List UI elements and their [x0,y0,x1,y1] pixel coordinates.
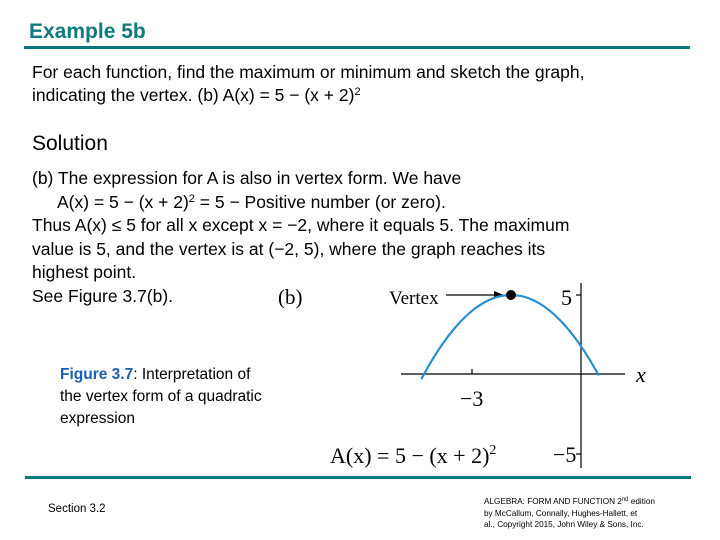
parabola-figure [270,278,646,473]
problem-exponent: 2 [354,86,361,98]
copyright-credit [484,496,699,531]
solution-line-2a: A(x) = 5 − (x + 2) [57,191,189,212]
credit-line-1 [484,496,699,508]
credit-line-3: al., Copyright 2015, John Wiley & Sons, Inc. [484,520,644,529]
credit-line-2: by McCallum, Connally, Hughes-Hallett, et [484,508,638,518]
figure-caption-label: Figure 3.7 [60,366,134,383]
solution-line-1: (b) The expression for A is also in vertex form. We have [32,168,462,188]
title-divider [24,46,690,49]
panel-label: (b) [278,285,303,309]
solution-line-3: Thus A(x) ≤ 5 for all x except x = −2, where it equals 5. The maximum [32,215,570,236]
solution-line-2b: = 5 − Positive number (or zero). [194,191,446,212]
solution-line-4: value is 5, and the vertex is at (−2, 5), where the graph reaches its [32,238,546,259]
slide-title: Example 5b [29,20,146,43]
problem-line-2 [32,84,584,107]
problem-line-2-text: indicating the vertex. (b) A(x) = 5 − (x + 2) [32,85,355,105]
solution-exponent: 2 [188,192,195,205]
vertex-label: Vertex [389,288,439,309]
vertex-point [506,290,516,300]
figure-caption [60,364,275,430]
figure-caption-text: : Interpretation of the vertex form of a quadratic expression [60,366,262,427]
problem-statement [32,61,584,107]
x-tick-label: −3 [460,386,484,411]
solution-heading: Solution [32,132,108,155]
parabola-curve [421,295,599,379]
y-tick-min-label: −5 [553,442,577,467]
credit-line-1a: ALGEBRA: FORM AND FUNCTION 2 [484,497,622,506]
section-label: Section 3.2 [48,503,106,515]
figure-equation-exponent: 2 [489,443,497,458]
problem-line-1: For each function, find the maximum or minimum and sketch the graph, [32,62,585,82]
solution-line-2 [32,191,569,215]
solution-line-5: highest point. [32,262,137,283]
footer-divider [25,476,691,479]
x-axis-label: x [636,362,646,387]
credit-line-1b: edition [628,497,655,506]
figure-equation-text: A(x) = 5 − (x + 2) [330,443,490,468]
solution-line-6: See Figure 3.7(b). [32,285,174,306]
y-tick-max-label: 5 [561,285,572,310]
figure-equation [330,443,496,468]
credit-sup: nd [621,497,629,503]
